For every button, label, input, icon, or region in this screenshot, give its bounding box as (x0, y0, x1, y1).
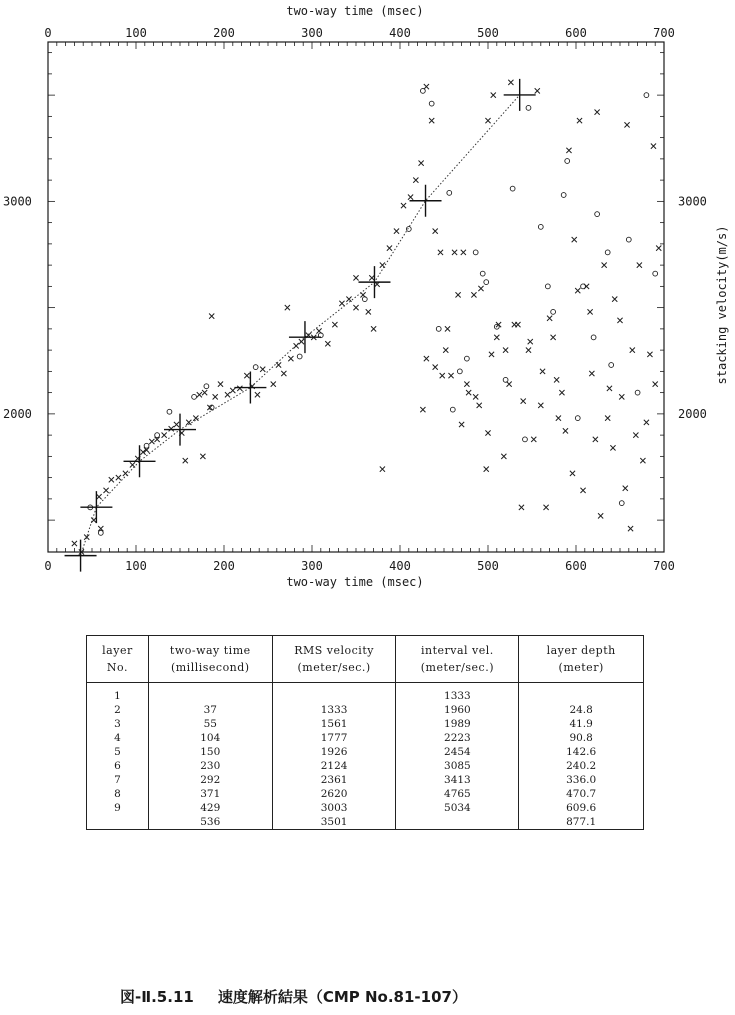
scatter-point-x (438, 250, 443, 255)
scatter-point-x (116, 475, 121, 480)
table-cell: 90.8 (519, 731, 644, 745)
figure-number: 図-Ⅱ.5.11 (120, 988, 194, 1006)
scatter-point-x (452, 250, 457, 255)
scatter-point-o (561, 193, 566, 198)
bottom-axis-tick-label: 700 (653, 559, 675, 573)
scatter-point-o (591, 335, 596, 340)
scatter-point-o (436, 326, 441, 331)
scatter-point-x (260, 367, 265, 372)
header-interval-velocity: interval vel. (meter/sec.) (396, 636, 519, 683)
scatter-point-o (565, 159, 570, 164)
scatter-point-x (619, 394, 624, 399)
scatter-point-o (619, 501, 624, 506)
scatter-point-x (575, 288, 580, 293)
picked-velocity-point (410, 185, 442, 217)
table-row (87, 703, 644, 717)
scatter-point-x (556, 416, 561, 421)
scatter-point-o (484, 280, 489, 285)
left-y-axis (3, 53, 55, 521)
table-cell: 470.7 (519, 787, 644, 801)
scatter-point-x (197, 392, 202, 397)
scatter-point-x (149, 439, 154, 444)
scatter-point-o (609, 363, 614, 368)
left-axis-tick-label: 2000 (3, 406, 32, 421)
left-axis-tick-label: 3000 (3, 194, 32, 209)
table-cell: 4 (87, 731, 149, 745)
scatter-point-o (626, 237, 631, 242)
table-row (87, 717, 644, 731)
scatter-point-x (640, 458, 645, 463)
table-cell: 1960 (396, 703, 519, 717)
scatter-point-x (526, 348, 531, 353)
scatter-point-x (623, 486, 628, 491)
figure-caption (120, 986, 467, 1007)
table-cell: 3003 (272, 801, 396, 815)
scatter-point-x (610, 445, 615, 450)
table-cell: 104 (148, 731, 272, 745)
picked-velocity-point (164, 414, 196, 446)
bottom-axis-tick-label: 600 (565, 559, 587, 573)
figure-title: 速度解析結果（CMP No.81-107） (217, 988, 467, 1006)
scatter-point-x (656, 246, 661, 251)
table-cell: 230 (148, 759, 272, 773)
table-cell: 5 (87, 745, 149, 759)
scatter-point-o (464, 356, 469, 361)
header-rms-velocity: RMS velocity (meter/sec.) (272, 636, 396, 683)
right-axis-tick-label: 3000 (678, 194, 707, 209)
table-cell: 1989 (396, 717, 519, 731)
scatter-point-x (276, 362, 281, 367)
table-row (87, 787, 644, 801)
top-x-axis (44, 26, 674, 49)
table-cell: 536 (148, 815, 272, 830)
scatter-point-x (200, 454, 205, 459)
scatter-point-o (167, 409, 172, 414)
table-cell: 150 (148, 745, 272, 759)
table-cell: 1 (87, 683, 149, 704)
scatter-point-o (526, 105, 531, 110)
table-cell (148, 683, 272, 704)
table-cell: 336.0 (519, 773, 644, 787)
bottom-axis-tick-label: 300 (301, 559, 323, 573)
scatter-point-x (464, 382, 469, 387)
scatter-point-x (419, 161, 424, 166)
scatter-point-x (528, 339, 533, 344)
table-cell (272, 683, 396, 704)
table-cell: 142.6 (519, 745, 644, 759)
scatter-point-x (633, 433, 638, 438)
scatter-point-x (554, 377, 559, 382)
scatter-point-o (450, 407, 455, 412)
scatter-point-x (218, 382, 223, 387)
scatter-point-x (401, 203, 406, 208)
table-cell: 877.1 (519, 815, 644, 830)
scatter-point-x (612, 297, 617, 302)
table-cell (396, 815, 519, 830)
scatter-point-x (288, 356, 293, 361)
scatter-point-x (605, 416, 610, 421)
table-cell: 429 (148, 801, 272, 815)
scatter-point-o (362, 297, 367, 302)
table-row (87, 731, 644, 745)
bottom-axis-tick-label: 100 (125, 559, 147, 573)
scatter-point-x (647, 352, 652, 357)
top-axis-tick-label: 400 (389, 26, 411, 40)
picked-velocity-function (65, 79, 536, 572)
scatter-point-x (455, 292, 460, 297)
top-axis-tick-label: 500 (477, 26, 499, 40)
scatter-point-o (605, 250, 610, 255)
scatter-point-x (96, 494, 101, 499)
plot-frame (48, 42, 664, 552)
top-axis-tick-label: 200 (213, 26, 235, 40)
scatter-point-x (169, 426, 174, 431)
scatter-point-x (570, 471, 575, 476)
scatter-point-o (480, 271, 485, 276)
scatter-point-x (299, 339, 304, 344)
header-layer-depth: layer depth (meter) (519, 636, 644, 683)
scatter-point-x (653, 382, 658, 387)
picked-velocity-point (504, 79, 536, 111)
table-cell: 1333 (396, 683, 519, 704)
scatter-point-x (237, 386, 242, 391)
scatter-point-o (510, 186, 515, 191)
table-row (87, 801, 644, 815)
scatter-point-x (593, 437, 598, 442)
scatter-point-x (602, 263, 607, 268)
top-axis-title: two-way time (msec) (286, 4, 424, 18)
scatter-point-x (595, 110, 600, 115)
top-axis-tick-label: 600 (565, 26, 587, 40)
scatter-point-x (244, 373, 249, 378)
scatter-point-o (447, 190, 452, 195)
scatter-point-o (523, 437, 528, 442)
bottom-axis-title: two-way time (msec) (286, 575, 424, 589)
scatter-point-x (174, 422, 179, 427)
scatter-point-o (457, 369, 462, 374)
table-cell: 1561 (272, 717, 396, 731)
scatter-point-x (230, 388, 235, 393)
scatter-point-x (183, 458, 188, 463)
scatter-point-x (459, 422, 464, 427)
table-cell: 41.9 (519, 717, 644, 731)
scatter-point-x (538, 403, 543, 408)
scatter-point-x (547, 316, 552, 321)
scatter-point-x (628, 526, 633, 531)
scatter-point-x (433, 365, 438, 370)
table-cell (87, 815, 149, 830)
table-cell: 9 (87, 801, 149, 815)
table-row (87, 773, 644, 787)
scatter-point-x (255, 392, 260, 397)
table-cell: 6 (87, 759, 149, 773)
scatter-point-x (440, 373, 445, 378)
table-cell: 240.2 (519, 759, 644, 773)
scatter-point-o (297, 354, 302, 359)
scatter-point-x (285, 305, 290, 310)
scatter-point-o (155, 433, 160, 438)
bottom-axis-tick-label: 0 (44, 559, 52, 573)
scatter-point-o (635, 390, 640, 395)
scatter-point-x (461, 250, 466, 255)
scatter-point-o (575, 416, 580, 421)
velocity-table (86, 635, 644, 830)
header-two-way-time: two-way time (millisecond) (148, 636, 272, 683)
scatter-point-x (271, 382, 276, 387)
picked-velocity-point (65, 540, 97, 572)
scatter-point-x (630, 348, 635, 353)
scatter-point-o (503, 377, 508, 382)
scatter-point-o (581, 284, 586, 289)
table-row (87, 683, 644, 704)
scatter-point-x (332, 322, 337, 327)
scatter-point-x (413, 178, 418, 183)
scatter-point-x (209, 314, 214, 319)
scatter-point-o (473, 250, 478, 255)
scatter-point-x (637, 263, 642, 268)
scatter-point-x (535, 88, 540, 93)
scatter-point-x (123, 471, 128, 476)
scatter-point-x (445, 326, 450, 331)
table-cell: 5034 (396, 801, 519, 815)
scatter-point-o (551, 309, 556, 314)
table-cell: 4765 (396, 787, 519, 801)
velocity-table-header-row (87, 636, 644, 683)
table-row (87, 759, 644, 773)
bottom-x-axis (44, 545, 674, 573)
table-cell: 2124 (272, 759, 396, 773)
scatter-point-x (566, 148, 571, 153)
scatter-point-x (559, 390, 564, 395)
bottom-axis-tick-label: 400 (389, 559, 411, 573)
table-cell: 1777 (272, 731, 396, 745)
scatter-point-x (369, 275, 374, 280)
scatter-point-x (433, 229, 438, 234)
scatter-point-x (491, 93, 496, 98)
scatter-point-x (424, 84, 429, 89)
scatter-point-x (508, 80, 513, 85)
scatter-point-x (353, 275, 358, 280)
bottom-axis-tick-label: 500 (477, 559, 499, 573)
scatter-point-x (394, 229, 399, 234)
scatter-point-x (420, 407, 425, 412)
scatter-point-o (192, 394, 197, 399)
scatter-point-x (519, 505, 524, 510)
scatter-point-x (540, 369, 545, 374)
picked-velocity-point (234, 372, 266, 404)
scatter-point-x (109, 477, 114, 482)
scatter-points (72, 80, 662, 555)
table-cell (519, 683, 644, 704)
scatter-point-x (325, 341, 330, 346)
scatter-point-o (420, 88, 425, 93)
scatter-point-x (521, 399, 526, 404)
scatter-point-x (408, 195, 413, 200)
scatter-point-o (653, 271, 658, 276)
scatter-point-x (162, 433, 167, 438)
plot-frame-rect (48, 42, 664, 552)
scatter-point-x (103, 488, 108, 493)
scatter-point-x (587, 309, 592, 314)
scatter-point-x (598, 513, 603, 518)
table-cell: 37 (148, 703, 272, 717)
scatter-point-x (448, 373, 453, 378)
scatter-point-o (595, 212, 600, 217)
scatter-point-x (484, 467, 489, 472)
scatter-point-x (563, 428, 568, 433)
table-cell: 1333 (272, 703, 396, 717)
scatter-point-o (644, 93, 649, 98)
scatter-point-x (531, 437, 536, 442)
table-cell: 3501 (272, 815, 396, 830)
pick-connecting-line (81, 95, 520, 556)
table-cell: 2 (87, 703, 149, 717)
scatter-point-x (380, 467, 385, 472)
table-cell: 8 (87, 787, 149, 801)
top-axis-tick-label: 0 (44, 26, 52, 40)
table-cell: 1926 (272, 745, 396, 759)
header-layer-no: layer No. (87, 636, 149, 683)
scatter-point-x (72, 541, 77, 546)
scatter-point-x (193, 416, 198, 421)
table-cell: 3 (87, 717, 149, 731)
right-axis-tick-label: 2000 (678, 406, 707, 421)
scatter-point-x (624, 122, 629, 127)
top-axis-tick-label: 100 (125, 26, 147, 40)
scatter-point-x (387, 246, 392, 251)
scatter-point-x (494, 335, 499, 340)
table-cell: 2223 (396, 731, 519, 745)
scatter-point-x (617, 318, 622, 323)
scatter-point-x (572, 237, 577, 242)
velocity-table-body (87, 683, 644, 830)
scatter-point-x (471, 292, 476, 297)
table-cell: 2620 (272, 787, 396, 801)
scatter-point-x (429, 118, 434, 123)
scatter-point-x (466, 390, 471, 395)
scatter-point-x (501, 454, 506, 459)
scatter-point-x (485, 118, 490, 123)
scatter-point-x (473, 394, 478, 399)
top-axis-tick-label: 700 (653, 26, 675, 40)
scatter-point-x (346, 297, 351, 302)
table-cell: 55 (148, 717, 272, 731)
scatter-point-x (202, 390, 207, 395)
scatter-point-x (443, 348, 448, 353)
scatter-point-o (538, 224, 543, 229)
top-axis-tick-label: 300 (301, 26, 323, 40)
table-cell: 2361 (272, 773, 396, 787)
scatter-point-x (371, 326, 376, 331)
scatter-point-x (281, 371, 286, 376)
scatter-point-x (651, 144, 656, 149)
scatter-point-x (543, 505, 548, 510)
scatter-point-x (478, 286, 483, 291)
scatter-point-x (366, 309, 371, 314)
scatter-point-o (204, 384, 209, 389)
scatter-point-x (424, 356, 429, 361)
scatter-point-x (503, 348, 508, 353)
table-cell: 24.8 (519, 703, 644, 717)
table-cell: 7 (87, 773, 149, 787)
scatter-point-o (98, 530, 103, 535)
right-axis-title: stacking velocity(m/s) (715, 225, 729, 385)
scatter-point-x (589, 371, 594, 376)
scatter-point-o (144, 443, 149, 448)
scatter-point-x (353, 305, 358, 310)
scatter-point-o (429, 101, 434, 106)
table-row (87, 815, 644, 830)
bottom-axis-tick-label: 200 (213, 559, 235, 573)
scatter-point-x (489, 352, 494, 357)
scatter-point-o (253, 365, 258, 370)
table-cell: 292 (148, 773, 272, 787)
scatter-point-x (580, 488, 585, 493)
scatter-point-x (507, 382, 512, 387)
scatter-point-x (339, 301, 344, 306)
picked-velocity-point (358, 266, 390, 298)
scatter-point-x (512, 322, 517, 327)
table-cell: 2454 (396, 745, 519, 759)
scatter-point-o (406, 227, 411, 232)
scatter-point-o (545, 284, 550, 289)
scatter-point-x (225, 392, 230, 397)
scatter-point-x (577, 118, 582, 123)
scatter-point-x (607, 386, 612, 391)
table-cell: 609.6 (519, 801, 644, 815)
table-cell: 3085 (396, 759, 519, 773)
scatter-point-x (213, 394, 218, 399)
scatter-point-x (551, 335, 556, 340)
table-row (87, 745, 644, 759)
table-cell: 371 (148, 787, 272, 801)
scatter-point-x (477, 403, 482, 408)
scatter-point-x (644, 420, 649, 425)
table-cell: 3413 (396, 773, 519, 787)
scatter-point-x (485, 430, 490, 435)
